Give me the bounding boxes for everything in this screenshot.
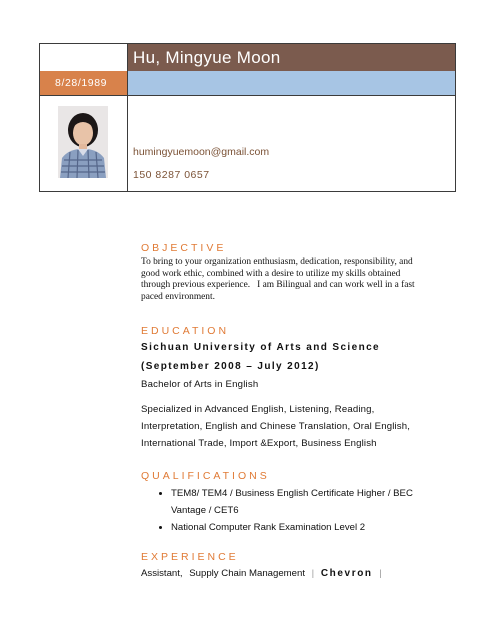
objective-line: through previous experience. I am Bilingual and can work well in a fast	[141, 280, 415, 290]
objective-line: good work ethic, combined with a desire to utilize my skills obtained	[141, 268, 401, 279]
portrait-icon	[58, 106, 108, 178]
job-role: Assistant,	[141, 568, 183, 579]
objective-heading: OBJECTIVE	[141, 242, 227, 254]
qualification-line: Vantage / CET6	[171, 505, 239, 516]
header-accent-bar	[128, 71, 455, 95]
qualifications-heading: QUALIFICATIONS	[141, 470, 270, 482]
qualification-line: • TEM8/ TEM4 / Business English Certificate Higher / BEC	[171, 488, 413, 499]
date-of-birth: 8/28/1989	[40, 71, 128, 95]
specialization-line: Specialized in Advanced English, Listening, Reading,	[141, 404, 375, 415]
list-item	[171, 519, 476, 536]
objective-text	[141, 257, 446, 303]
contact-row	[40, 96, 455, 191]
separator: |	[379, 568, 382, 579]
objective-line: To bring to your organization enthusiasm, dedication, responsibility, and	[141, 257, 413, 267]
specialization-line: Interpretation, English and Chinese Translation, Oral English,	[141, 421, 411, 432]
specialization-line: International Trade, Import &Export, Business English	[141, 438, 377, 449]
name-row-left-cell	[40, 44, 128, 71]
header-table	[39, 43, 456, 192]
experience-entry	[141, 568, 386, 579]
profile-photo	[58, 106, 108, 178]
name-row	[40, 44, 455, 71]
contact-cell	[128, 96, 455, 191]
qualification-line: • National Computer Rank Examination Level 2	[171, 522, 366, 533]
company-name: Chevron	[320, 568, 373, 579]
dob-row	[40, 71, 455, 96]
objective-line: paced environment.	[141, 291, 215, 302]
department: Supply Chain Management	[189, 568, 305, 579]
list-item	[171, 485, 476, 519]
education-heading: EDUCATION	[141, 325, 230, 337]
education-dates: (September 2008 – July 2012)	[141, 361, 320, 372]
degree: Bachelor of Arts in English	[141, 379, 259, 390]
photo-cell	[40, 96, 128, 191]
qualifications-list	[141, 485, 476, 536]
phone-number: 150 8287 0657	[133, 169, 210, 181]
candidate-name: Hu, Mingyue Moon	[128, 44, 455, 71]
specialization-text	[141, 401, 446, 452]
email-link[interactable]: humingyuemoon@gmail.com	[133, 146, 270, 158]
separator: |	[311, 568, 315, 579]
school-name: Sichuan University of Arts and Science	[141, 342, 380, 353]
experience-heading: EXPERIENCE	[141, 551, 239, 563]
